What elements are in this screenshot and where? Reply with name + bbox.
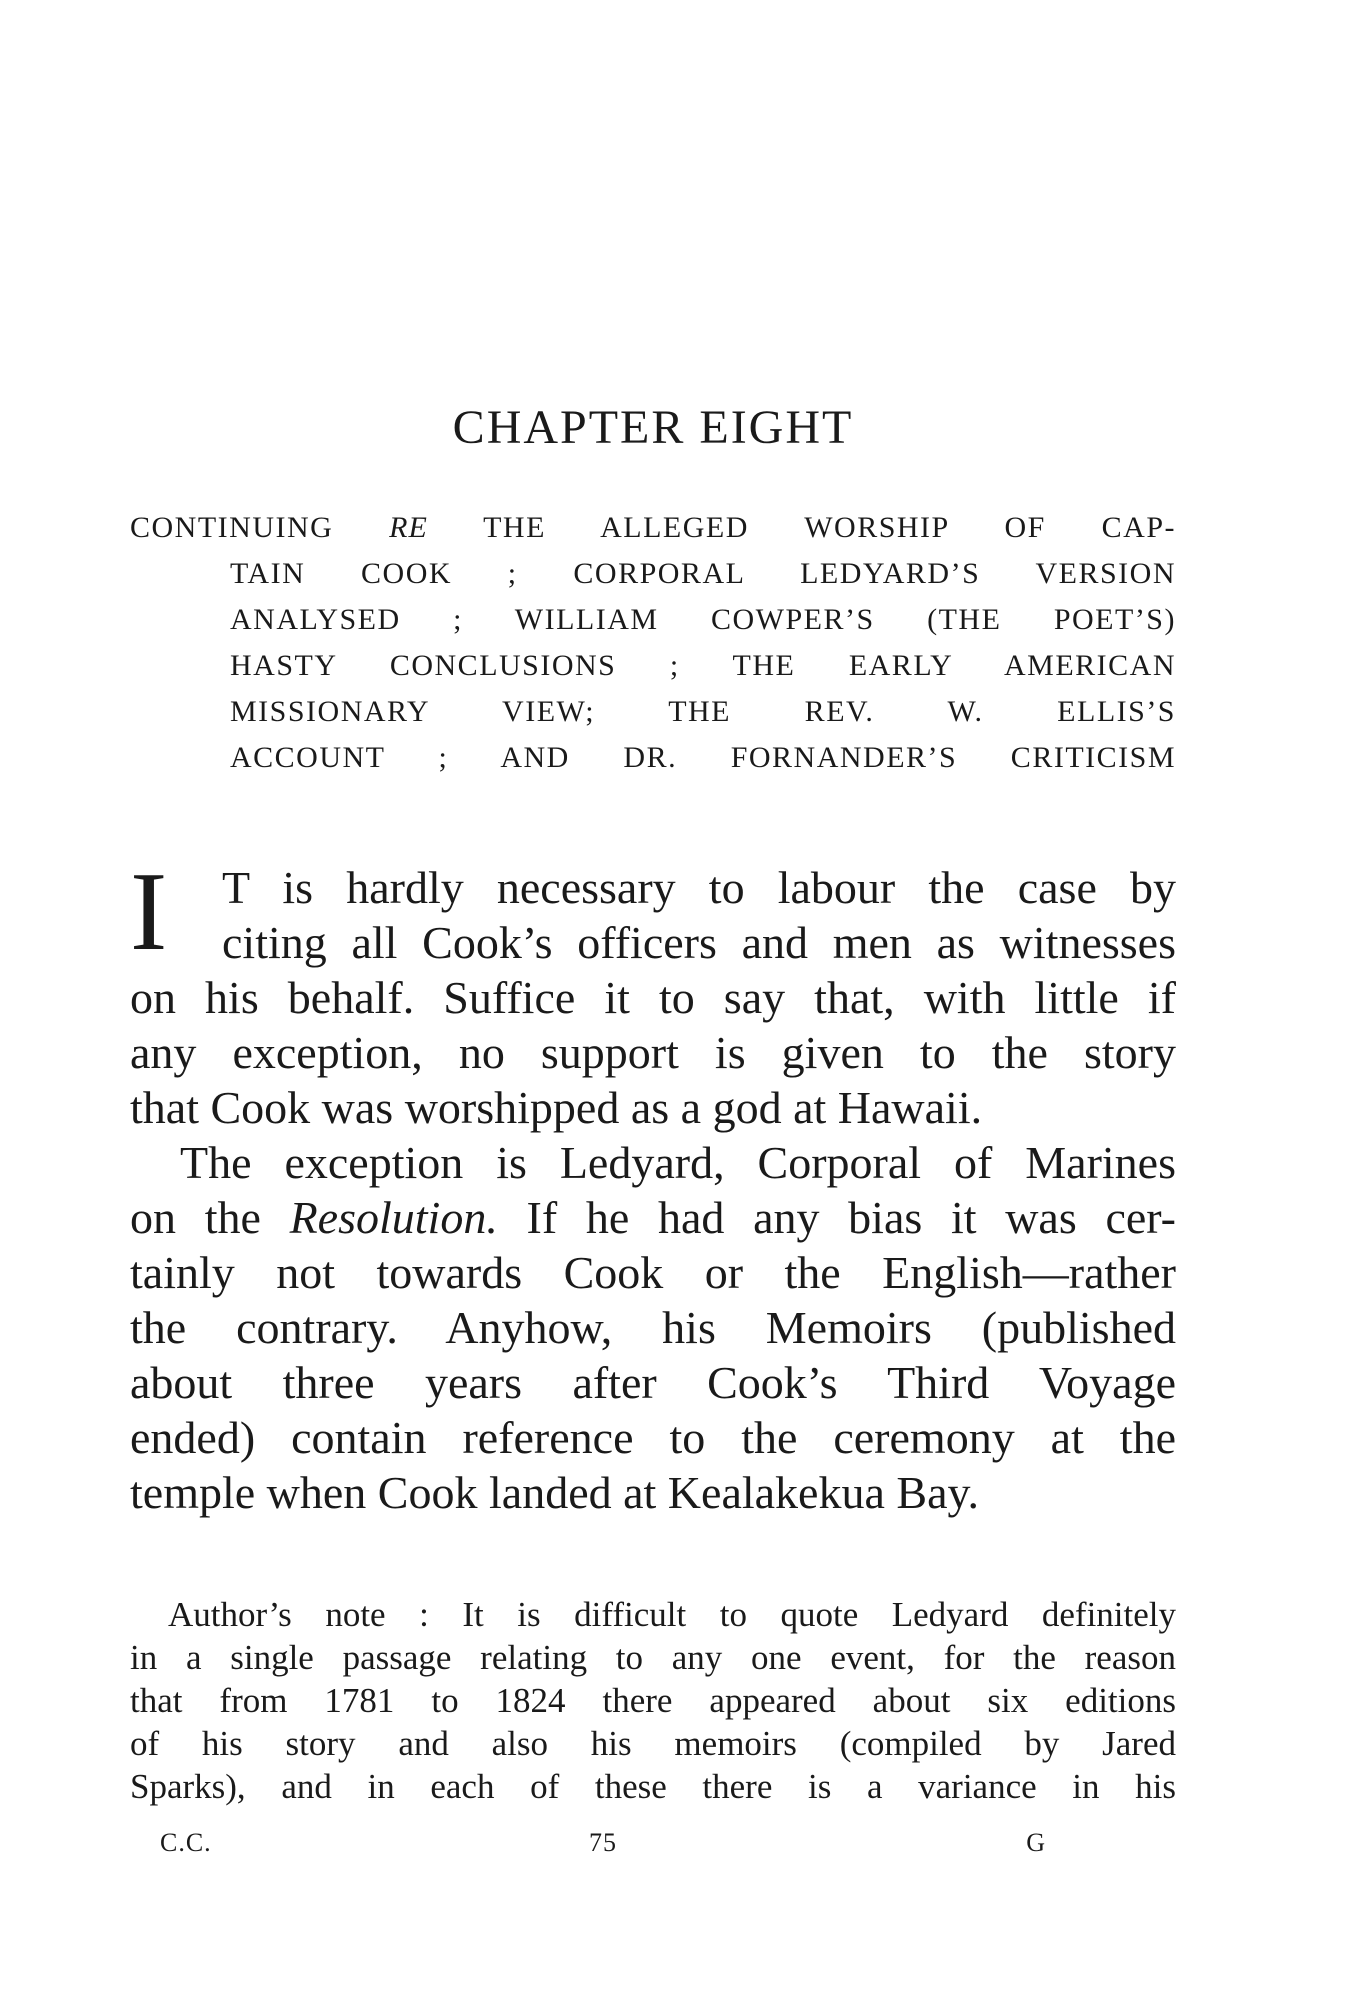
- signature-mark: C.C.: [160, 1828, 212, 1857]
- page-number: 75: [589, 1828, 617, 1857]
- body-text-run: If he had any bias it was cer-: [497, 1192, 1176, 1243]
- body-line: on his behalf. Suffice it to say that, with little if: [130, 972, 1176, 1023]
- synopsis-line: HASTY CONCLUSIONS ; THE EARLY AMERICAN: [230, 649, 1176, 682]
- body-text-run: on the: [130, 1192, 290, 1243]
- body-line: [130, 1190, 1176, 1245]
- body-line: any exception, no support is given to the story: [130, 1027, 1176, 1078]
- synopsis-line: [130, 505, 1176, 551]
- gathering-letter: G: [1026, 1828, 1046, 1857]
- synopsis-line: MISSIONARY VIEW; THE REV. W. ELLIS’S: [230, 695, 1176, 728]
- note-line: Author’s note : It is difficult to quote Ledyard definitely: [168, 1595, 1176, 1634]
- note-line: that from 1781 to 1824 there appeared about six editions: [130, 1681, 1176, 1720]
- ship-name-resolution: Resolution.: [289, 1192, 498, 1243]
- synopsis-line: TAIN COOK ; CORPORAL LEDYARD’S VERSION: [230, 557, 1176, 590]
- body-line: the contrary. Anyhow, his Memoirs (published: [130, 1302, 1176, 1353]
- chapter-synopsis: [130, 505, 1176, 781]
- body-line: temple when Cook landed at Kealakekua Bay.: [130, 1467, 980, 1518]
- authors-note: [130, 1593, 1176, 1808]
- synopsis-text: THE ALLEGED WORSHIP OF CAP-: [427, 511, 1176, 544]
- synopsis-text: CONTINUING: [130, 511, 390, 544]
- body-text: [130, 850, 1176, 1520]
- synopsis-italic-re: RE: [389, 511, 428, 544]
- synopsis-line: ANALYSED ; WILLIAM COWPER’S (THE POET’S): [230, 603, 1176, 636]
- body-line: ended) contain reference to the ceremony at the: [130, 1412, 1176, 1463]
- chapter-title: CHAPTER EIGHT: [452, 401, 854, 454]
- body-line: T is hardly necessary to labour the case by: [222, 862, 1176, 913]
- body-line: about three years after Cook’s Third Voyage: [130, 1357, 1176, 1408]
- drop-cap: I: [130, 850, 168, 974]
- note-line: Sparks), and in each of these there is a variance in his: [130, 1767, 1176, 1806]
- body-line: The exception is Ledyard, Corporal of Marines: [180, 1137, 1176, 1188]
- body-line: that Cook was worshipped as a god at Hawaii.: [130, 1082, 983, 1133]
- body-line: tainly not towards Cook or the English—rather: [130, 1247, 1176, 1298]
- synopsis-line: ACCOUNT ; AND DR. FORNANDER’S CRITICISM: [230, 741, 1176, 774]
- note-line: of his story and also his memoirs (compiled by Jared: [130, 1724, 1176, 1763]
- body-line: citing all Cook’s officers and men as witnesses: [222, 917, 1176, 968]
- note-line: in a single passage relating to any one event, for the reason: [130, 1638, 1176, 1677]
